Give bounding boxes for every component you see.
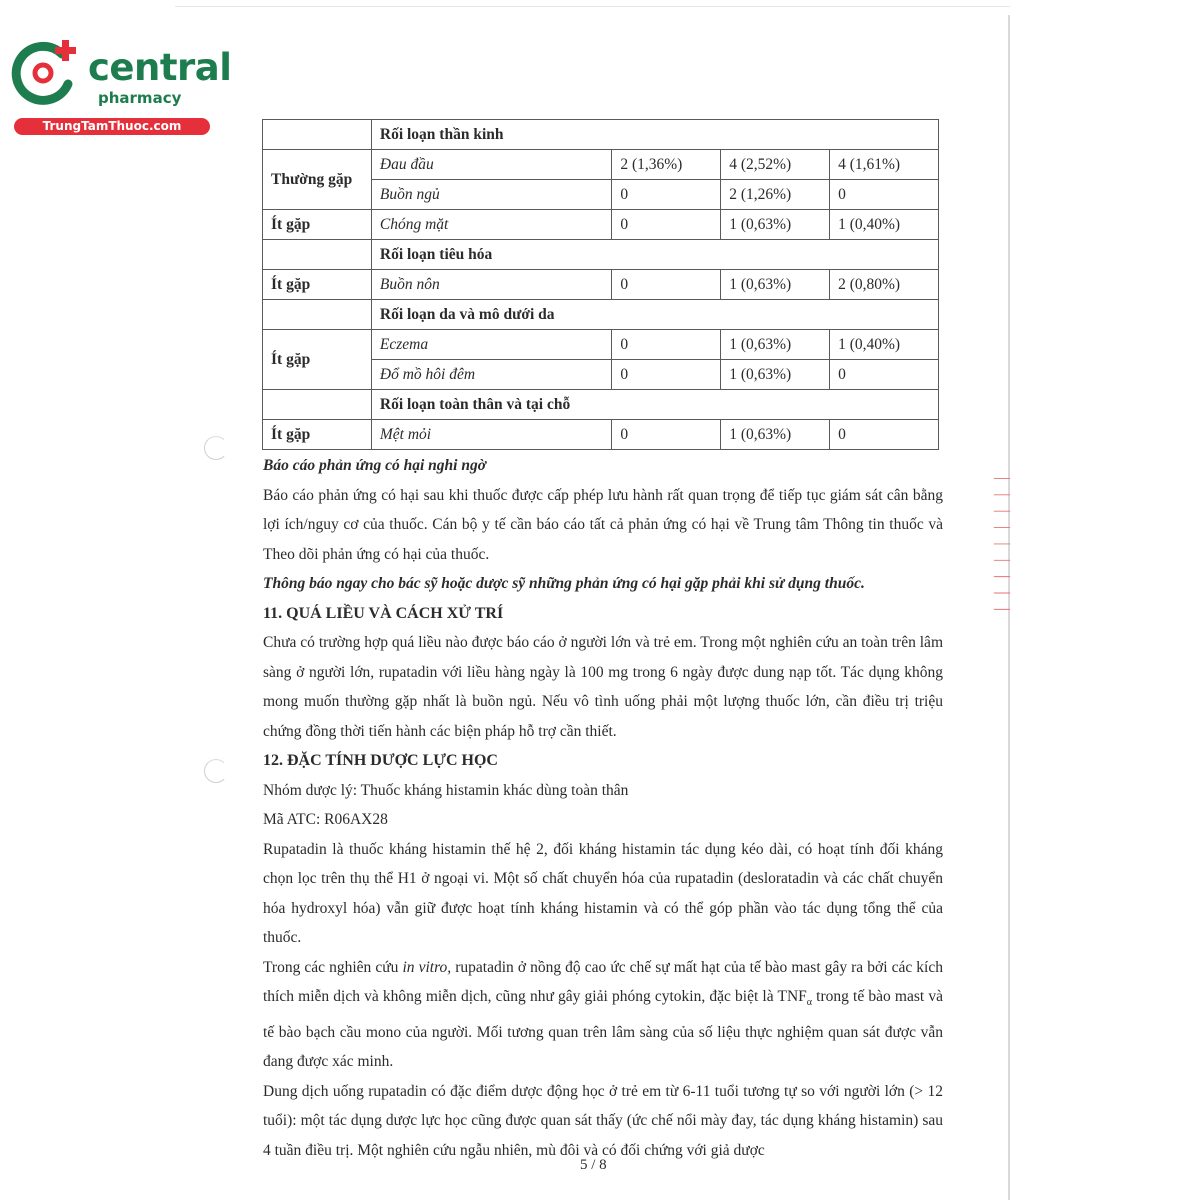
table-row <box>263 210 939 240</box>
value-cell: 1 (0,40%) <box>830 210 939 240</box>
value-cell: 1 (0,63%) <box>721 270 830 300</box>
term-cell: Buồn ngủ <box>371 180 611 210</box>
value-cell: 0 <box>612 180 721 210</box>
value-cell: 2 (1,36%) <box>612 150 721 180</box>
adverse-events-table <box>262 119 939 450</box>
freq-cell: Ít gặp <box>263 420 372 450</box>
pharmacy-cross-icon <box>10 38 90 108</box>
value-cell: 0 <box>830 360 939 390</box>
value-cell: 0 <box>612 360 721 390</box>
freq-cell <box>263 240 372 270</box>
value-cell: 0 <box>830 180 939 210</box>
category-cell: Rối loạn thần kinh <box>371 120 938 150</box>
section-12-paragraph-1: Rupatadin là thuốc kháng histamin thế hệ 2, đối kháng histamin tác dụng kéo dài, có hoạt tính đối kháng chọn lọc trên thụ thể H1 ở ngoại vi. Một số chất chuyển hóa của rupatadin (desloratadin và các chất chuyển hóa hydroxyl hóa) vẫn giữ được hoạt tính kháng histamin và có thể góp phần vào tác dụng tổng thể của thuốc. <box>263 840 943 946</box>
stamp-fragment <box>992 468 1012 618</box>
category-cell: Rối loạn da và mô dưới da <box>371 300 938 330</box>
freq-cell <box>263 390 372 420</box>
p2-text-c: trong tế bào mast và tế bào bạch cầu mono của người. Mối tương quan trên lâm sàng của số liệu thực nghiệm quan sát được vẫn đang được xác minh. <box>263 988 943 1071</box>
table-row <box>263 240 939 270</box>
section-12-title: 12. ĐẶC TÍNH DƯỢC LỰC HỌC <box>263 752 498 769</box>
value-cell: 1 (0,40%) <box>830 330 939 360</box>
term-cell: Mệt mỏi <box>371 420 611 450</box>
value-cell: 0 <box>612 330 721 360</box>
section-12-paragraph-2 <box>263 953 943 1077</box>
value-cell: 4 (2,52%) <box>721 150 830 180</box>
section-12-paragraph-3: Dung dịch uống rupatadin có đặc điểm dược động học ở trẻ em từ 6-11 tuổi tương tự so với người lớn (> 12 tuổi): một tác dụng dược lực học cũng được quan sát thấy (ức chế nổi mày đay, tác dụng kháng histamin) sau 4 tuần điều trị. Một nghiên cứu ngẫu nhiên, mù đôi và có đối chứng với giả dược <box>263 1082 943 1159</box>
value-cell: 0 <box>612 210 721 240</box>
section-11-title: 11. QUÁ LIỀU VÀ CÁCH XỬ TRÍ <box>263 604 504 622</box>
page-top-edge <box>175 6 1010 7</box>
table-row <box>263 270 939 300</box>
punch-hole <box>204 759 228 783</box>
table-row <box>263 120 939 150</box>
value-cell: 2 (1,26%) <box>721 180 830 210</box>
report-paragraph: Báo cáo phản ứng có hại sau khi thuốc được cấp phép lưu hành rất quan trọng để tiếp tục giám sát cân bằng lợi ích/nguy cơ của thuốc. Cán bộ y tế cần báo cáo tất cả phản ứng có hại về Trung tâm Thông tin thuốc và Theo dõi phản ứng có hại của thuốc. <box>263 486 943 563</box>
table-row <box>263 300 939 330</box>
report-heading: Báo cáo phản ứng có hại nghi ngờ <box>263 457 487 474</box>
table-row <box>263 330 939 360</box>
atc-code: Mã ATC: R06AX28 <box>263 811 388 828</box>
section-11-paragraph: Chưa có trường hợp quá liều nào được báo cáo ở người lớn và trẻ em. Trong một nghiên cứu an toàn trên lâm sàng ở người lớn, rupatadin với liều hàng ngày là 100 mg trong 6 ngày được dung nạp tốt. Tác dụng không mong muốn thường gặp nhất là buồn ngủ. Nếu vô tình uống phải một lượng thuốc lớn, cần điều trị triệu chứng đồng thời tiến hành các biện pháp hỗ trợ cần thiết. <box>263 634 943 740</box>
table-row <box>263 420 939 450</box>
value-cell: 0 <box>830 420 939 450</box>
freq-cell: Thường gặp <box>263 150 372 210</box>
central-pharmacy-logo <box>10 38 232 138</box>
brand-site-banner: TrungTamThuoc.com <box>14 118 210 135</box>
p2-text-a: Trong các nghiên cứu <box>263 958 403 976</box>
brand-sub: pharmacy <box>98 89 182 107</box>
freq-cell <box>263 300 372 330</box>
freq-cell <box>263 120 372 150</box>
value-cell: 0 <box>612 420 721 450</box>
p2-text-b: rupatadin ở nồng độ cao ức chế sự mất hạt của tế bào mast gây ra bởi các kích thích miễn dịch và không miễn dịch, cũng như gây giải phóng cytokin, đặc biệt là TNF <box>263 958 943 1005</box>
value-cell: 1 (0,63%) <box>721 420 830 450</box>
punch-hole <box>204 436 228 460</box>
notice-line: Thông báo ngay cho bác sỹ hoặc dược sỹ những phản ứng có hại gặp phải khi sử dụng thuốc. <box>263 575 865 592</box>
freq-cell: Ít gặp <box>263 330 372 390</box>
category-cell: Rối loạn tiêu hóa <box>371 240 938 270</box>
category-cell: Rối loạn toàn thân và tại chỗ <box>371 390 938 420</box>
alpha-subscript: α <box>806 997 813 1009</box>
page-number: 5 / 8 <box>580 1157 607 1173</box>
value-cell: 1 (0,63%) <box>721 210 830 240</box>
term-cell: Chóng mặt <box>371 210 611 240</box>
freq-cell: Ít gặp <box>263 270 372 300</box>
value-cell: 1 (0,63%) <box>721 330 830 360</box>
pharmacologic-group: Nhóm dược lý: Thuốc kháng histamin khác dùng toàn thân <box>263 781 629 799</box>
value-cell: 0 <box>612 270 721 300</box>
value-cell: 2 (0,80%) <box>830 270 939 300</box>
freq-cell: Ít gặp <box>263 210 372 240</box>
document-body <box>263 451 943 1165</box>
brand-name: central <box>88 46 232 89</box>
table-row <box>263 390 939 420</box>
value-cell: 1 (0,63%) <box>721 360 830 390</box>
term-cell: Đau đầu <box>371 150 611 180</box>
value-cell: 4 (1,61%) <box>830 150 939 180</box>
term-cell: Đổ mồ hôi đêm <box>371 360 611 390</box>
term-cell: Buồn nôn <box>371 270 611 300</box>
term-cell: Eczema <box>371 330 611 360</box>
table-row <box>263 150 939 180</box>
in-vitro-term: in vitro, <box>402 958 452 976</box>
